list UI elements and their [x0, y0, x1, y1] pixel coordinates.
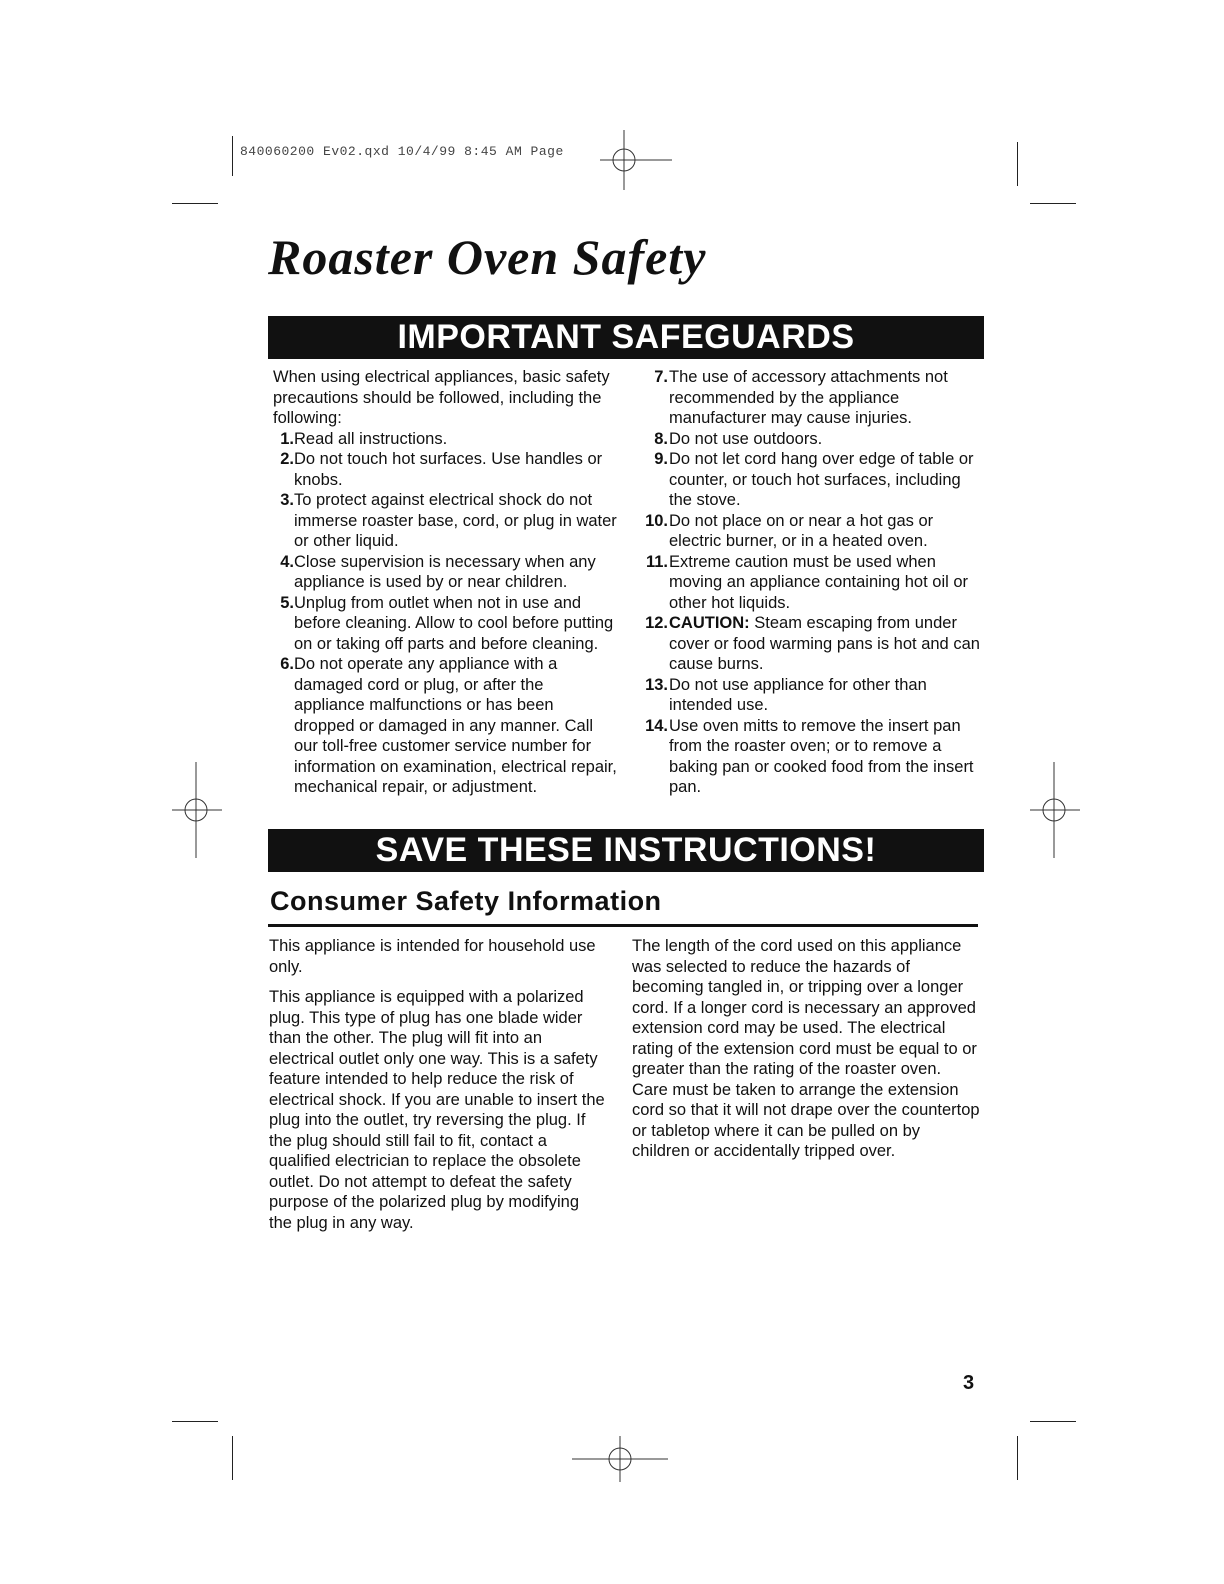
safeguards-left-column: [273, 367, 618, 798]
list-item: 13. Do not use appliance for other than intended use.: [645, 675, 927, 714]
list-item: 5. Unplug from outlet when not in use and before cleaning. Allow to cool before putting on or taking off parts and before cleaning.: [280, 593, 614, 653]
list-item: 2. Do not touch hot surfaces. Use handles or knobs.: [280, 450, 603, 489]
list-item: 14. Use oven mitts to remove the insert pan from the roaster oven; or to remove a baking pan or cooked food from the insert pan.: [645, 716, 974, 796]
consumer-paragraph: This appliance is intended for household use only.: [269, 937, 596, 976]
list-item: 9. Do not let cord hang over edge of table or counter, or touch hot surfaces, including the stove.: [654, 450, 974, 509]
registration-mark-icon: [172, 762, 222, 858]
consumer-right-column: [632, 936, 980, 1162]
list-item: 12. CAUTION: Steam escaping from under cover or food warming pans is hot and can cause burns.: [645, 614, 980, 673]
consumer-paragraph: The length of the cord used on this appliance was selected to reduce the hazards of becoming tangled in, or tripping over a longer cord. If a longer cord is necessary an approved extension cord may be used. The electrical rating of the extension cord must be equal to or greater than the rating of the roaster oven. Care must be taken to arrange the extension cord so that it will not drape over the countertop or tabletop where it can be pulled on by children or accidentally tripped over.: [632, 937, 980, 1160]
crop-mark: [232, 1436, 233, 1480]
list-item: 10. Do not place on or near a hot gas or electric burner, or in a heated oven.: [645, 511, 934, 550]
safeguards-intro: When using electrical appliances, basic safety precautions should be followed, including the following:: [273, 368, 610, 427]
caution-label: CAUTION:: [669, 614, 750, 632]
page-number: 3: [963, 1372, 975, 1394]
consumer-left-column: [269, 936, 605, 1243]
crop-mark: [1017, 142, 1018, 186]
safeguards-right-column: [636, 367, 986, 798]
list-item: 6. Do not operate any appliance with a damaged cord or plug, or after the appliance malfunctions or has been dropped or damaged in any manner. Call our toll-free customer service number for information on examination, electrical repair, mechanical repair, or adjustment.: [280, 655, 617, 796]
important-safeguards-banner: IMPORTANT SAFEGUARDS: [268, 316, 984, 359]
crop-mark: [172, 1421, 218, 1422]
consumer-safety-heading: Consumer Safety Information: [270, 886, 662, 916]
list-item: 11. Extreme caution must be used when moving an appliance containing hot oil or other hot liquids.: [645, 552, 969, 612]
crop-mark: [1017, 1436, 1018, 1480]
registration-mark-icon: [1030, 762, 1080, 858]
consumer-paragraph: This appliance is equipped with a polarized plug. This type of plug has one blade wider than the other. The plug will fit into an electrical outlet only one way. This is a safety feature intended to help reduce the risk of electrical shock. If you are unable to insert the plug into the outlet, try reversing the plug. If the plug should still fail to fit, contact a qualified electrician to replace the obsolete outlet. Do not attempt to defeat the safety purpose of the polarized plug by modifying the plug in any way.: [269, 988, 605, 1232]
crop-mark: [1030, 203, 1076, 204]
list-item: 4. Close supervision is necessary when any appliance is used by or near children.: [280, 552, 596, 591]
safeguards-list-left: [273, 429, 618, 798]
print-slug: 840060200 Ev02.qxd 10/4/99 8:45 AM Page: [240, 144, 564, 159]
registration-mark-icon: [600, 130, 672, 190]
list-item: 8. Do not use outdoors.: [654, 429, 823, 448]
save-instructions-banner: SAVE THESE INSTRUCTIONS!: [268, 829, 984, 872]
registration-mark-icon: [572, 1436, 668, 1482]
heading-rule: [268, 924, 978, 927]
crop-mark: [1030, 1421, 1076, 1422]
crop-mark: [232, 136, 233, 176]
list-item: 3. To protect against electrical shock do not immerse roaster base, cord, or plug in water or other liquid.: [280, 491, 617, 550]
page-title: Roaster Oven Safety: [268, 229, 707, 285]
crop-mark: [172, 203, 218, 204]
list-item: 7. The use of accessory attachments not recommended by the appliance manufacturer may cause injuries.: [654, 368, 948, 427]
safeguards-list-right: [636, 367, 986, 798]
list-item: 1. Read all instructions.: [280, 429, 448, 448]
